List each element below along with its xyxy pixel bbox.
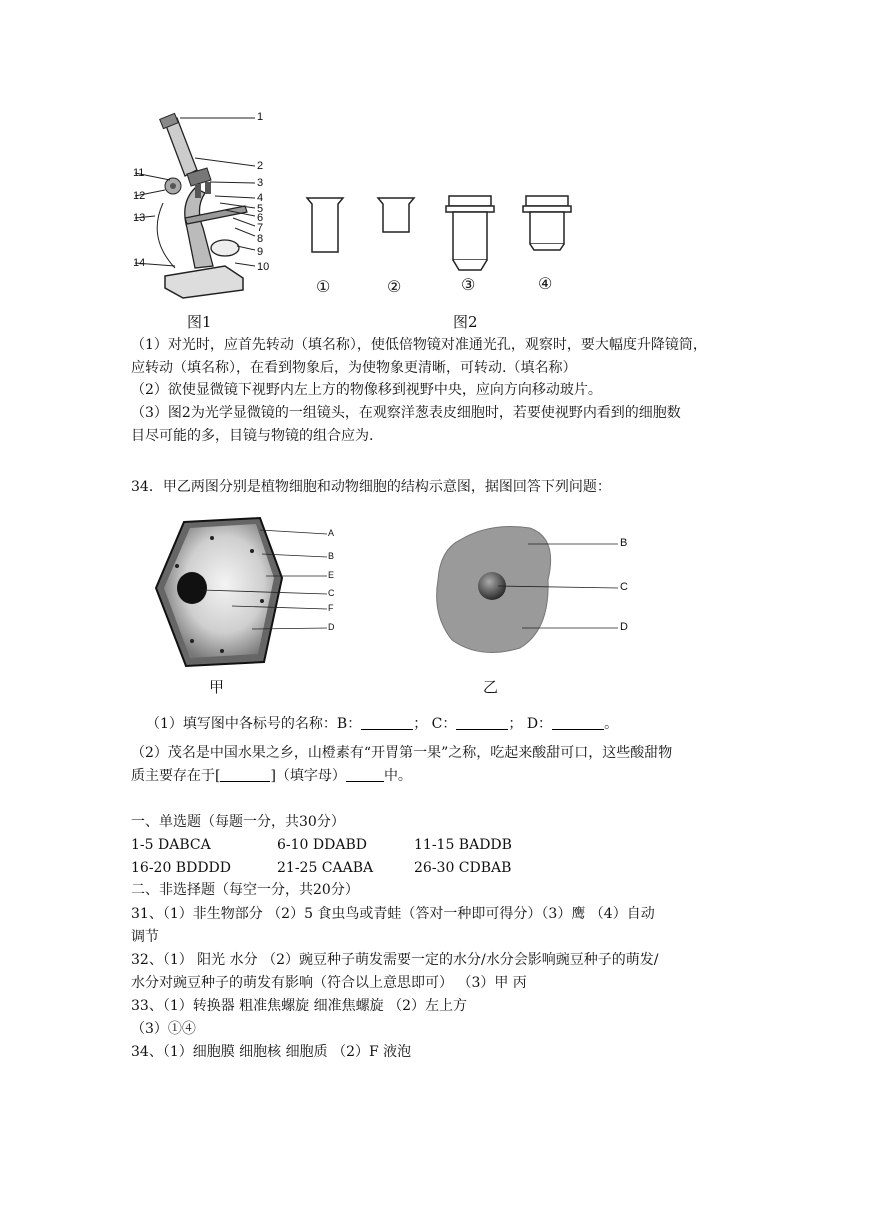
- microscope-label-6: 6: [257, 212, 264, 224]
- microscope-label-9: 9: [257, 246, 264, 258]
- animal-cell-diagram: [430, 520, 630, 670]
- microscope-label-4: 4: [257, 192, 264, 204]
- answer-blank-letter[interactable]: [220, 767, 270, 782]
- figure1-caption: 图1: [187, 313, 212, 331]
- microscope-label-13: 13: [133, 212, 146, 224]
- lens-objective-4: [522, 194, 572, 254]
- q34-part1-prefix: （1）填写图中各标号的名称：B：: [146, 716, 362, 732]
- lens-label-1: ①: [316, 277, 331, 296]
- answers-row1-col1: 1-5 DABCA: [131, 837, 211, 853]
- plant-label-D: D: [328, 622, 335, 632]
- answer-blank-B[interactable]: [361, 715, 413, 730]
- figure2-caption: 图2: [453, 313, 478, 331]
- plant-label-B: B: [328, 551, 335, 561]
- q34-part2-prefix: 质主要存在于[: [131, 768, 221, 784]
- answer-32-line2: 水分对豌豆种子的萌发有影响（符合以上意思即可） （3）甲 丙: [131, 975, 527, 991]
- plant-label-E: E: [328, 570, 335, 580]
- answer-blank-structure[interactable]: [346, 767, 384, 782]
- q33-part1-line2: 应转动（填名称），在看到物象后，为使物象更清晰，可转动.（填名称）: [131, 360, 577, 376]
- answer-33-line2: （3）①④: [131, 1021, 196, 1037]
- answers-row2-col3: 26-30 CDBAB: [414, 860, 512, 876]
- lens-label-3: ③: [461, 275, 476, 294]
- q33-part2: （2）欲使显微镜下视野内左上方的物像移到视野中央，应向方向移动玻片。: [131, 382, 602, 398]
- microscope-label-7: 7: [257, 222, 264, 234]
- answers-section1-title: 一、单选题（每题一分，共30分）: [131, 814, 345, 830]
- animal-label-B: B: [620, 537, 628, 549]
- microscope-label-10: 10: [257, 261, 270, 273]
- animal-label-C: C: [620, 581, 628, 593]
- q34-part2-mid: ]（填字母）: [270, 768, 346, 784]
- answer-blank-D[interactable]: [552, 715, 604, 730]
- plant-label-A: A: [328, 528, 335, 538]
- answers-row1-col2: 6-10 DDABD: [277, 837, 367, 853]
- lens-eyepiece-2: [376, 196, 416, 236]
- answers-section2-title: 二、非选择题（每空一分，共20分）: [131, 882, 359, 898]
- q34-stem: 34．甲乙两图分别是植物细胞和动物细胞的结构示意图，据图回答下列问题：: [131, 479, 611, 495]
- answer-34: 34、（1）细胞膜 细胞核 细胞质 （2）F 液泡: [131, 1044, 412, 1060]
- q33-part3-line2: 目尽可能的多，目镜与物镜的组合应为.: [131, 428, 374, 444]
- lens-eyepiece-1: [305, 196, 345, 256]
- answers-row2-col2: 21-25 CAABA: [277, 860, 374, 876]
- plant-label-F: F: [328, 603, 334, 613]
- q34-part2-line1: （2）茂名是中国水果之乡，山橙素有“开胃第一果”之称，吃起来酸甜可口，这些酸甜物: [131, 745, 673, 761]
- q34-part2-line2: [131, 766, 412, 786]
- microscope-label-2: 2: [257, 160, 264, 172]
- animal-cell-caption: 乙: [483, 678, 499, 696]
- plant-cell-diagram: [152, 516, 337, 671]
- microscope-label-1: 1: [257, 111, 264, 123]
- lens-label-2: ②: [387, 277, 402, 296]
- microscope-diagram: [125, 108, 275, 308]
- answers-row1-col3: 11-15 BADDB: [414, 837, 512, 853]
- microscope-label-8: 8: [257, 233, 264, 245]
- q34-part1-sep2: ； D：: [508, 716, 553, 732]
- answer-33-line1: 33、（1）转换器 粗准焦螺旋 细准焦螺旋 （2）左上方: [131, 998, 467, 1014]
- microscope-label-11: 11: [133, 167, 145, 179]
- animal-label-D: D: [620, 621, 628, 633]
- q34-part2-end: 中。: [383, 768, 412, 784]
- q33-part3-line1: （3）图2为光学显微镜的一组镜头，在观察洋葱表皮细胞时，若要使视野内看到的细胞数: [131, 405, 681, 421]
- q34-part1-sep1: ； C：: [413, 716, 457, 732]
- q34-part1: [146, 714, 618, 734]
- answers-row2-col1: 16-20 BDDDD: [131, 860, 231, 876]
- lens-label-4: ④: [538, 274, 553, 293]
- plant-cell-caption: 甲: [209, 678, 225, 696]
- microscope-label-3: 3: [257, 177, 264, 189]
- q34-part1-end: 。: [604, 716, 619, 732]
- microscope-label-5: 5: [257, 203, 264, 215]
- plant-label-C: C: [328, 588, 335, 598]
- microscope-label-14: 14: [133, 257, 146, 269]
- lens-objective-3: [445, 194, 495, 272]
- answer-blank-C[interactable]: [456, 715, 508, 730]
- answer-31-line1: 31、（1）非生物部分 （2）5 食虫鸟或青蛙（答对一种即可得分）（3）鹰 （4）自动: [131, 906, 655, 922]
- answer-31-line2: 调节: [131, 929, 159, 945]
- microscope-label-12: 12: [133, 190, 146, 202]
- answer-32-line1: 32、（1） 阳光 水分 （2）豌豆种子萌发需要一定的水分/水分会影响豌豆种子的萌发/: [131, 952, 659, 968]
- q33-part1-line1: （1）对光时，应首先转动（填名称），使低倍物镜对准通光孔，观察时，要大幅度升降镜筒，: [131, 337, 707, 353]
